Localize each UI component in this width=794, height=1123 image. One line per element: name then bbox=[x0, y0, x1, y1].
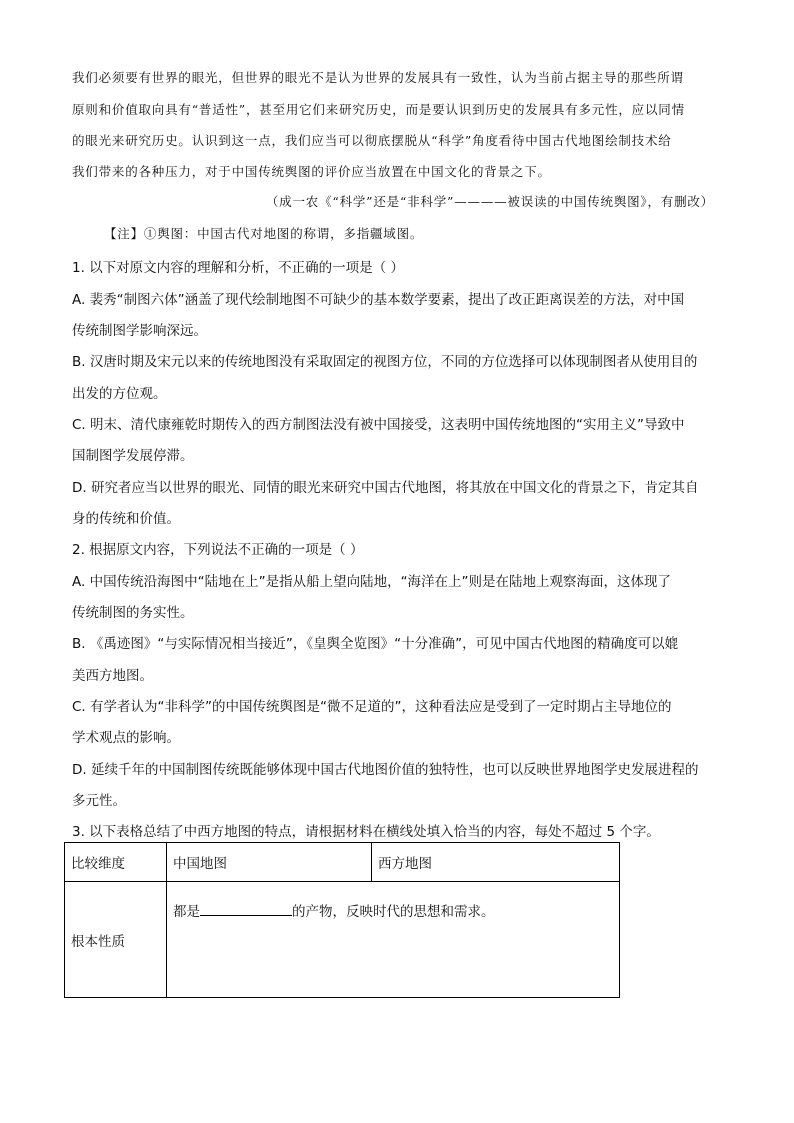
row-label-nature: 根本性质 bbox=[65, 882, 167, 998]
q2-option-a: A. 中国传统沿海图中“陆地在上”是指从船上望向陆地，“海洋在上”则是在陆地上观察海面，这体现了 bbox=[72, 574, 672, 590]
row-nature-content bbox=[167, 882, 620, 998]
passage-line-1: 我们必须要有世界的眼光，但世界的眼光不是认为世界的发展具有一致性，认为当前占据主导的那些所谓 bbox=[72, 70, 684, 85]
q2-option-c-cont: 学术观点的影响。 bbox=[72, 730, 180, 746]
q2-option-d-cont: 多元性。 bbox=[72, 793, 126, 809]
q1-option-a: A. 裴秀“制图六体”涵盖了现代绘制地图不可缺少的基本数学要素，提出了改正距离误差的方法，对中国 bbox=[72, 292, 685, 308]
q1-option-c: C. 明末、清代康雍乾时期传入的西方制图法没有被中国接受，这表明中国传统地图的“实用主义”导致中 bbox=[72, 417, 685, 433]
header-dimension: 比较维度 bbox=[65, 843, 167, 882]
q2-option-c: C. 有学者认为“非科学”的中国传统舆图是“微不足道的”，这种看法应是受到了一定时期占主导地位的 bbox=[72, 699, 672, 715]
passage-note: 【注】①舆图：中国古代对地图的称谓，多指疆域图。 bbox=[104, 226, 424, 241]
header-west-map: 西方地图 bbox=[372, 843, 620, 882]
q1-option-b-cont: 出发的方位观。 bbox=[72, 386, 167, 402]
q2-option-d: D. 延续千年的中国制图传统既能够体现中国古代地图价值的独特性，也可以反映世界地图学史发展进程的 bbox=[72, 762, 699, 778]
q2-option-b: B. 《禹迹图》“与实际情况相当接近”，《皇舆全览图》“十分准确”，可见中国古代地图的精确度可以媲 bbox=[72, 636, 679, 652]
q2-stem: 2. 根据原文内容，下列说法不正确的一项是（ ） bbox=[72, 542, 364, 558]
q1-option-d-cont: 身的传统和价值。 bbox=[72, 511, 180, 527]
passage-line-4: 我们带来的各种压力，对于中国传统舆图的评价应当放置在中国文化的背景之下。 bbox=[72, 164, 551, 179]
header-china-map: 中国地图 bbox=[167, 843, 372, 882]
q1-option-a-cont: 传统制图学影响深远。 bbox=[72, 323, 207, 339]
passage-line-3: 的眼光来研究历史。认识到这一点，我们应当可以彻底摆脱从“科学”角度看待中国古代地图绘制技术给 bbox=[72, 133, 672, 148]
q2-option-b-cont: 美西方地图。 bbox=[72, 668, 153, 684]
q1-option-d: D. 研究者应当以世界的眼光、同情的眼光来研究中国古代地图，将其放在中国文化的背景之下，肯定其自 bbox=[72, 480, 699, 496]
q1-option-c-cont: 国制图学发展停滞。 bbox=[72, 448, 194, 464]
answer-blank[interactable] bbox=[200, 901, 292, 916]
passage-source: （成一农《“科学”还是“非科学”————被误读的中国传统舆图》，有删改） bbox=[265, 194, 714, 209]
q3-stem: 3. 以下表格总结了中西方地图的特点，请根据材料在横线处填入恰当的内容，每处不超过 5 个字。 bbox=[72, 824, 660, 840]
passage-line-2: 原则和价值取向具有“普适性”，甚至用它们来研究历史，而是要认识到历史的发展具有多元性，应以同情 bbox=[72, 102, 685, 117]
q2-option-a-cont: 传统制图的务实性。 bbox=[72, 605, 194, 621]
comparison-table bbox=[64, 842, 620, 998]
q1-stem: 1. 以下对原文内容的理解和分析，不正确的一项是（ ） bbox=[72, 260, 404, 276]
table-header-row bbox=[65, 843, 620, 882]
q1-option-b: B. 汉唐时期及宋元以来的传统地图没有采取固定的视图方位，不同的方位选择可以体现制图者从使用目的 bbox=[72, 354, 698, 370]
table-row bbox=[65, 882, 620, 998]
row-prefix: 都是 bbox=[173, 904, 200, 920]
row-suffix: 的产物，反映时代的思想和需求。 bbox=[292, 904, 495, 920]
